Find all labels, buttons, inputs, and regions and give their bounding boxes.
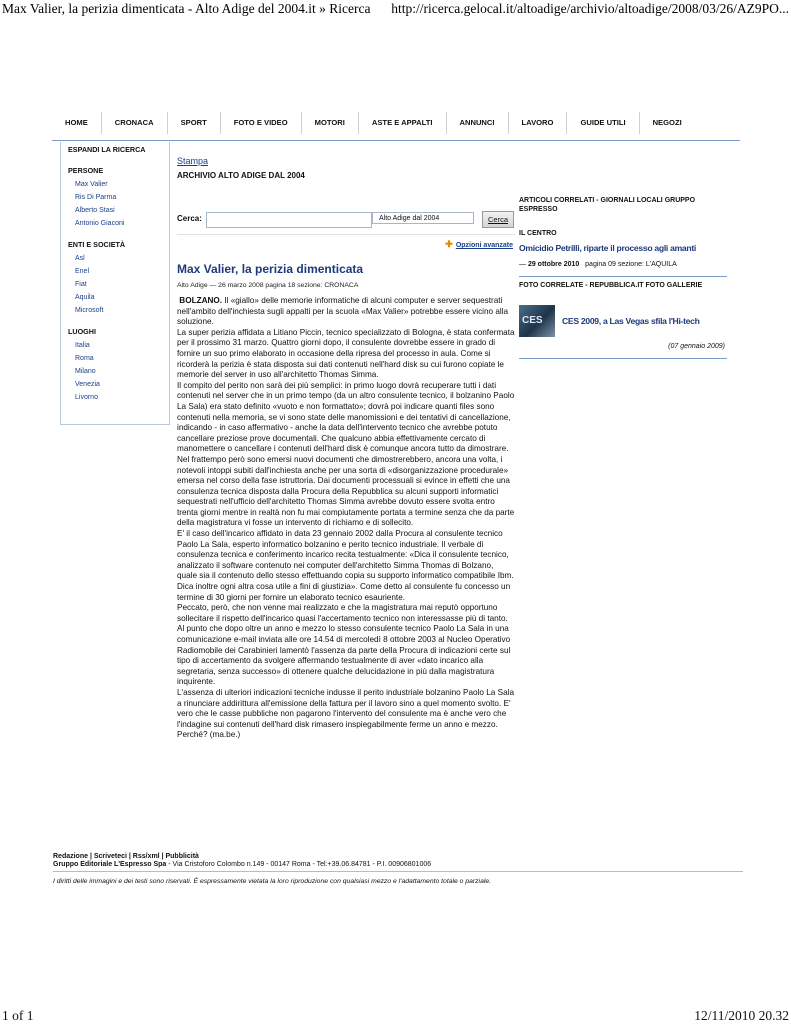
nav-item-motori[interactable]: MOTORI (302, 112, 359, 134)
article-dateline: BOLZANO. (179, 296, 223, 305)
nav-item-aste-e-appalti[interactable]: ASTE E APPALTI (359, 112, 447, 134)
related-photo-date: (07 gennaio 2009) (668, 343, 725, 350)
article-meta: Alto Adige — 26 marzo 2008 pagina 18 sezione: CRONACA (177, 282, 359, 289)
footer-rights: I diritti delle immagini e dei testi sono riservati. È espressamente vietata la loro riproduzione con qualsiasi mezzo e l'adattamento totale o parziale. (53, 878, 492, 885)
sidebar-section-enti: ENTI E SOCIETÀ (68, 240, 126, 249)
advanced-options-link[interactable] (445, 239, 513, 250)
site-footer (53, 853, 743, 885)
nav-item-lavoro[interactable]: LAVORO (509, 112, 568, 134)
sidebar-link[interactable]: Aquila (75, 294, 95, 301)
print-page-number: 1 of 1 (2, 1008, 34, 1023)
thumbnail-text: CES (522, 315, 543, 326)
plus-icon: ✚ (445, 239, 453, 249)
related-newspaper: IL CENTRO (519, 230, 557, 237)
main-content (177, 152, 515, 740)
nav-item-foto-e-video[interactable]: FOTO E VIDEO (221, 112, 302, 134)
article-paragraph: Il compito del perito non sarà dei più semplici: in primo luogo dovrà recuperare tutti i dati contenuti nel server che in un primo tempo (da un altro consulente tecnico, il bolzanino Paolo La Sala) era stato definito «vuoto e non formattato»; dovrà poi indicare quanti files sono contenuti nella memoria, se vi sono state delle manomissioni e dei tentativi di cancellazione, indicando - in caso affermativo - anche la data dell'intervento tecnico che avrebbe potuto cancellare preziose prove documentali. Che qualcuno abbia effettivamente cercato di manomettere o cancellare i contenuti dell'hard disk è comunque ancora tutto da dimostrare. (177, 380, 515, 454)
print-url: http://ricerca.gelocal.it/altoadige/archivio/altoadige/2008/03/26/AZ9PO... (391, 1, 789, 16)
nav-item-home[interactable]: HOME (52, 112, 102, 134)
related-article-page: pagina 09 sezione: L'AQUILA (585, 261, 677, 268)
article-paragraph: Peccato, però, che non venne mai realizzato e che la magistratura mai reputò opportuno sollecitare il rispetto dell'incarico quasi l'accertamento tecnico non interessasse più di tanto. Al punto che dopo oltre un anno e mezzo lo stesso consulente tecnico Paolo La Sala in una comunicazione e-mail inviata alle ore 14.54 di mercoledì 8 ottobre 2003 al Nucleo Operativo Radiomobile dei Carabinieri lamentò l'assenza da parte della Procura di indicazioni certe sul tipo di accertamento da svolgere affermando testualmente di aver «dato incarico alla segretaria, senza successo» di ottenere qualche delucidazione in più dalla magistratura inquirente. (177, 603, 511, 687)
footer-company-details: - Via Cristoforo Colombo n.149 - 00147 Roma - Tel:+39.06.84781 - P.I. 00906801006 (166, 861, 432, 868)
related-photos-heading: FOTO CORRELATE - REPUBBLICA.IT FOTO GALLERIE (519, 282, 703, 289)
article-paragraph: Nel frattempo però sono emersi nuovi documenti che dimostrerebbero, ancora una volta, i notevoli intoppi subiti dall'inchiesta anche per una sorta di «disorganizzazione procedurale» emersa nel corso della fase istruttoria. Dai documenti processuali si evince in effetti che una consulenza tecnica disposta dalla Procura della Repubblica su alcuni supporti informatici sequestrati nell'ufficio dell'architetto Thomas Simma avrebbe dovuto essere svolta entro trenta giorni mentre in realtà non fu mai compiutamente portata a termine senza che da parte della magistratura vi fosse un intervento di richiamo e di sollecito. (177, 454, 515, 528)
sidebar-section-persone: PERSONE (68, 166, 104, 175)
article-paragraph: La super perizia affidata a Litiano Piccin, tecnico specializzato di Bologna, è stata confermata per il prossimo 31 marzo. Quattro giorni dopo, il consulente dovrebbe essere in grado di fornire un suo primo elaborato in occasione della ripresa del processo in aula. Come si ricorderà la perizia è stata disposta sui dati contenuti nell'hard disk su cui furono copiate le memorie del server in uso all'architetto Thomas Simma. (177, 327, 515, 380)
archive-select[interactable]: Alto Adige dal 2004 (372, 212, 474, 224)
related-article-meta: — 29 ottobre 2010 pagina 09 sezione: L'AQUILA (519, 261, 677, 268)
print-title: Max Valier, la perizia dimenticata - Alto Adige del 2004.it » Ricerca (2, 1, 371, 16)
footer-company (53, 861, 743, 868)
divider (53, 871, 743, 872)
nav-item-guide-utili[interactable]: GUIDE UTILI (567, 112, 639, 134)
advanced-options-label: Opzioni avanzate (455, 242, 513, 249)
archive-title: ARCHIVIO ALTO ADIGE DAL 2004 (177, 171, 305, 180)
main-nav (52, 112, 740, 141)
article-paragraph: L'assenza di ulteriori indicazioni tecniche indusse il perito industriale bolzanino Paolo La Sala a rinunciare addirittura all'emissione della fattura per il lavoro sino a quel momento svolto. E' vero che le casse pubbliche non pagarono l'intervento del consulente ma è anche vero che l'indagine sui contenuti dell'hard disk rimasero inspiegabilmente ferme un anno e mezzo. Perché? (ma.be.) (177, 687, 514, 740)
nav-item-sport[interactable]: SPORT (168, 112, 221, 134)
article-lead: Il «giallo» delle memorie informatiche di alcuni computer e server sequestrati nell'ambito dell'inchiesta sugli appalti per la scuola «Max Valier» potrebbe essere vicino alla soluzione. (177, 296, 509, 327)
sidebar-link[interactable]: Max Valier (75, 181, 108, 188)
sidebar-section-luoghi: LUOGHI (68, 327, 96, 336)
search-label: Cerca: (177, 214, 202, 223)
article-headline: Max Valier, la perizia dimenticata (177, 262, 364, 276)
sidebar-link[interactable]: Fiat (75, 281, 87, 288)
nav-item-annunci[interactable]: ANNUNCI (447, 112, 509, 134)
sidebar-link[interactable]: Milano (75, 368, 96, 375)
search-bar (177, 210, 515, 228)
sidebar-link[interactable]: Italia (75, 342, 90, 349)
article-paragraph: E' il caso dell'incarico affidato in data 23 gennaio 2002 dalla Procura al consulente tecnico Paolo La Sala, esperto informatico bolzanino e perito tecnico industriale. Il verbale di consulenza tecnica e conferimento incarico recita testualmente: «Dica il consulente tecnico, analizzato il software contenuto nei computer dell'architetto Simma Thomas di Bolzano, quale sia il contenuto dello stesso effettuando copia su supporto informatico compatibile Ibm. Dica inoltre ogni altra cosa utile a fini di giustizia». Come detto al consulente fu concesso un termine di 30 giorni per fornire un elaborato tecnico esauriente. (177, 529, 514, 602)
print-footer (0, 1006, 791, 1024)
sidebar-link[interactable]: Livorno (75, 394, 98, 401)
nav-item-negozi[interactable]: NEGOZI (652, 118, 682, 127)
sidebar-link[interactable]: Venezia (75, 381, 100, 388)
sidebar-link[interactable]: Asl (75, 255, 85, 262)
article-paragraph (177, 296, 515, 328)
sidebar-link[interactable]: Microsoft (75, 307, 104, 314)
related-article-date: 29 ottobre 2010 (527, 261, 580, 268)
sidebar-link[interactable]: Alberto Stasi (75, 207, 115, 214)
sidebar-expand-heading: ESPANDI LA RICERCA (68, 145, 146, 154)
photo-thumbnail[interactable] (519, 305, 555, 337)
sidebar-link[interactable]: Enel (75, 268, 90, 275)
divider (177, 234, 515, 235)
sidebar-link[interactable]: Antonio Giaconi (75, 220, 125, 227)
print-datetime: 12/11/2010 20.32 (694, 1008, 789, 1023)
divider (519, 276, 727, 277)
print-header (0, 0, 791, 18)
sidebar (60, 142, 170, 425)
divider (519, 358, 727, 359)
nav-item-cronaca[interactable]: CRONACA (102, 112, 168, 134)
search-button[interactable]: Cerca (482, 211, 514, 228)
footer-links[interactable]: Redazione | Scriveteci | Rss/xml | Pubblicità (53, 853, 199, 860)
footer-company-name: Gruppo Editoriale L'Espresso Spa (53, 861, 167, 868)
sidebar-link[interactable]: Ris Di Parma (75, 194, 117, 201)
search-input[interactable] (206, 212, 372, 228)
related-article-link[interactable]: Omicidio Petrilli, riparte il processo agli amanti (519, 243, 696, 253)
related-column (519, 195, 727, 359)
sidebar-link[interactable]: Roma (75, 355, 94, 362)
related-photo-link[interactable]: CES 2009, a Las Vegas sfila l'Hi-tech (562, 316, 700, 326)
related-photo-item[interactable] (519, 305, 727, 337)
print-link[interactable]: Stampa (177, 156, 209, 166)
related-articles-heading: ARTICOLI CORRELATI - GIORNALI LOCALI GRUPPO ESPRESSO (519, 197, 696, 213)
article-body (177, 296, 515, 741)
